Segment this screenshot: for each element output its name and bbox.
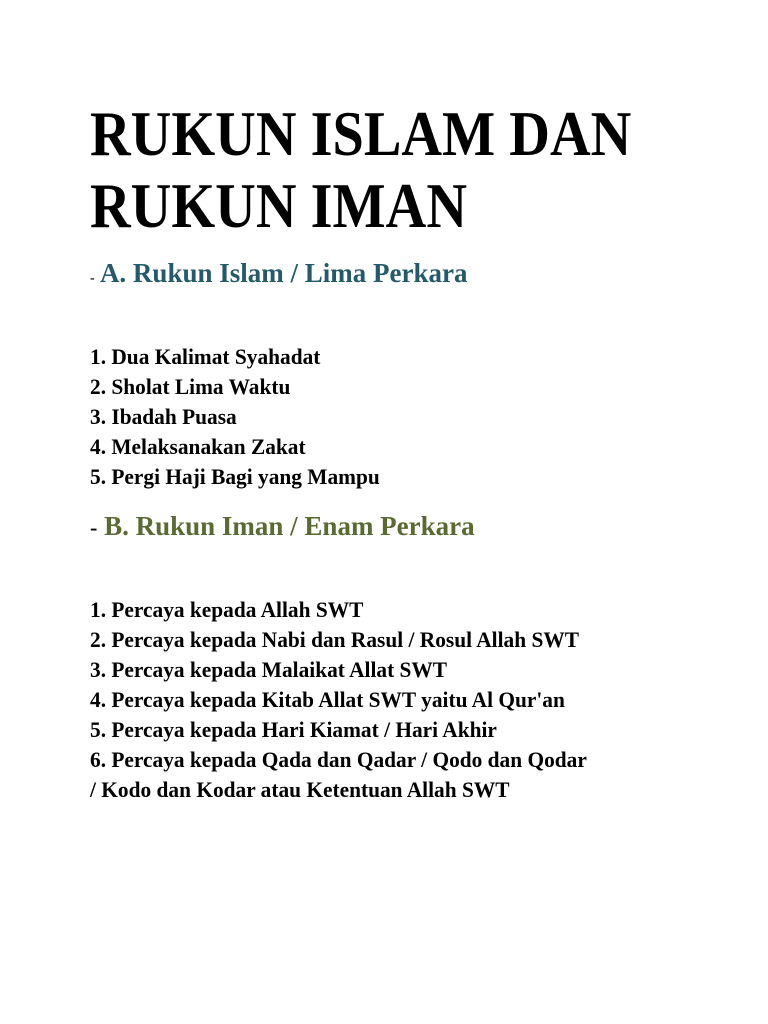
list-item: 3. Percaya kepada Malaikat Allat SWT <box>90 657 448 682</box>
bullet-dash: - <box>90 515 98 540</box>
page-title <box>90 98 631 242</box>
rukun-iman-list <box>90 595 587 805</box>
list-item: / Kodo dan Kodar atau Ketentuan Allah SWT <box>90 777 510 802</box>
rukun-islam-list <box>90 342 380 492</box>
list-item: 3. Ibadah Puasa <box>90 404 237 429</box>
list-item: 2. Sholat Lima Waktu <box>90 374 291 399</box>
list-item: 5. Pergi Haji Bagi yang Mampu <box>90 464 380 489</box>
list-item: 1. Percaya kepada Allah SWT <box>90 597 364 622</box>
title-line: RUKUN ISLAM DAN <box>90 98 632 169</box>
section-b-heading-text: B. Rukun Iman / Enam Perkara <box>104 511 475 541</box>
section-b-heading <box>90 511 475 542</box>
list-item: 1. Dua Kalimat Syahadat <box>90 344 321 369</box>
list-item: 2. Percaya kepada Nabi dan Rasul / Rosul Allah SWT <box>90 627 579 652</box>
section-a-heading-text: A. Rukun Islam / Lima Perkara <box>99 258 468 288</box>
list-item: 4. Melaksanakan Zakat <box>90 434 306 459</box>
title-line: RUKUN IMAN <box>90 170 467 241</box>
list-item: 6. Percaya kepada Qada dan Qadar / Qodo dan Qodar <box>90 747 587 772</box>
list-item: 4. Percaya kepada Kitab Allat SWT yaitu Al Qur'an <box>90 687 565 712</box>
section-a-heading <box>90 258 467 289</box>
bullet-dash: - <box>90 271 95 286</box>
list-item: 5. Percaya kepada Hari Kiamat / Hari Akhir <box>90 717 497 742</box>
